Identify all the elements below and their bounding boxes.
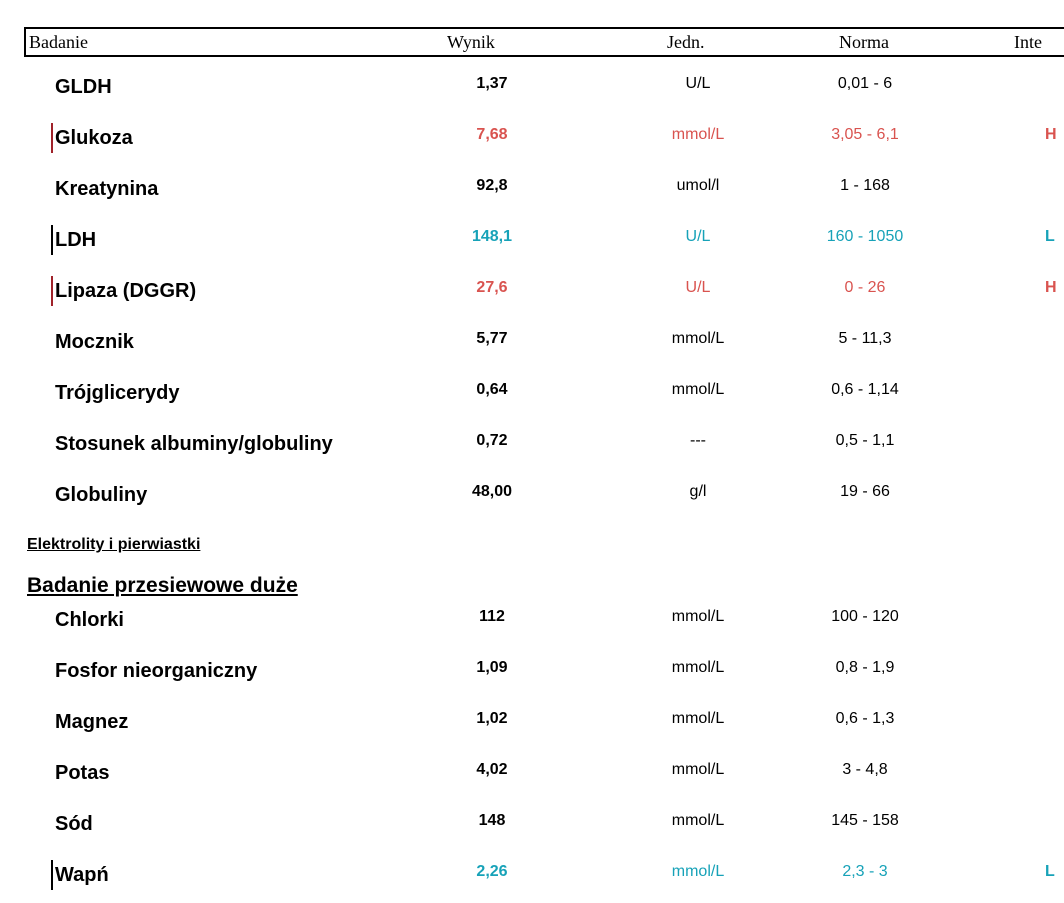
table-row (0, 483, 1055, 523)
test-name: Kreatynina (55, 178, 159, 200)
table-row (0, 381, 1055, 421)
row-marker (51, 276, 53, 306)
test-name: LDH (55, 229, 97, 251)
test-name: Trójglicerydy (55, 382, 180, 404)
table-row (0, 126, 1055, 166)
test-name: Magnez (55, 711, 129, 733)
interpretation-flag: H (1045, 126, 1057, 143)
reference-range: 3 - 4,8 (842, 761, 888, 778)
table-row (0, 432, 1055, 472)
table-row (0, 659, 1055, 699)
reference-range: 0,6 - 1,3 (835, 710, 895, 727)
table-row (0, 812, 1055, 852)
result-value: 0,72 (476, 432, 508, 449)
reference-range: 0,8 - 1,9 (835, 659, 895, 676)
result-value: 148 (478, 812, 506, 829)
reference-range: 0,01 - 6 (837, 75, 893, 92)
test-name: Chlorki (55, 609, 124, 631)
result-unit: U/L (685, 228, 711, 245)
result-value: 2,26 (476, 863, 508, 880)
result-value: 0,64 (476, 381, 508, 398)
result-unit: U/L (685, 75, 711, 92)
table-row (0, 608, 1055, 648)
test-name: Glukoza (55, 127, 133, 149)
reference-range: 100 - 120 (831, 608, 899, 625)
row-marker (51, 860, 53, 890)
header-wynik: Wynik (447, 32, 495, 52)
section-title: Badanie przesiewowe duże (27, 574, 298, 597)
result-value: 1,09 (476, 659, 508, 676)
interpretation-flag: L (1045, 863, 1055, 880)
result-unit: mmol/L (671, 812, 725, 829)
table-row (0, 710, 1055, 750)
result-unit: mmol/L (671, 761, 725, 778)
result-value: 27,6 (476, 279, 508, 296)
result-unit: U/L (685, 279, 711, 296)
result-value: 48,00 (471, 483, 513, 500)
reference-range: 3,05 - 6,1 (831, 126, 899, 143)
result-unit: umol/l (676, 177, 720, 194)
result-unit: --- (690, 432, 706, 449)
result-value: 1,02 (476, 710, 508, 727)
result-value: 5,77 (476, 330, 508, 347)
test-name: Mocznik (55, 331, 134, 353)
row-marker (51, 225, 53, 255)
table-row (0, 330, 1055, 370)
reference-range: 19 - 66 (840, 483, 890, 500)
reference-range: 160 - 1050 (826, 228, 904, 245)
result-unit: mmol/L (671, 863, 725, 880)
result-unit: mmol/L (671, 381, 725, 398)
interpretation-flag: L (1045, 228, 1055, 245)
reference-range: 145 - 158 (831, 812, 899, 829)
test-name: Stosunek albuminy/globuliny (55, 433, 333, 455)
result-unit: mmol/L (671, 126, 725, 143)
result-value: 7,68 (476, 126, 508, 143)
result-unit: mmol/L (671, 659, 725, 676)
table-row (0, 279, 1055, 319)
result-value: 1,37 (476, 75, 508, 92)
test-name: GLDH (55, 76, 112, 98)
header-jedn: Jedn. (667, 32, 705, 52)
row-marker (51, 123, 53, 153)
result-value: 92,8 (476, 177, 508, 194)
table-row (0, 228, 1055, 268)
test-name: Sód (55, 813, 93, 835)
table-row (0, 75, 1055, 115)
table-row (0, 177, 1055, 217)
test-name: Potas (55, 762, 110, 784)
result-value: 148,1 (471, 228, 513, 245)
result-value: 4,02 (476, 761, 508, 778)
test-name: Globuliny (55, 484, 148, 506)
result-unit: mmol/L (671, 710, 725, 727)
result-value: 112 (479, 608, 505, 625)
table-row (0, 761, 1055, 801)
header-interpretacja: Inte (1014, 32, 1042, 52)
header-norma: Norma (839, 32, 889, 52)
interpretation-flag: H (1045, 279, 1057, 296)
reference-range: 0,6 - 1,14 (831, 381, 899, 398)
header-badanie: Badanie (29, 32, 88, 52)
reference-range: 1 - 168 (840, 177, 890, 194)
test-name: Lipaza (DGGR) (55, 280, 197, 302)
section-subtitle: Elektrolity i pierwiastki (27, 536, 201, 553)
result-unit: mmol/L (671, 608, 725, 625)
table-row (0, 863, 1055, 903)
reference-range: 0,5 - 1,1 (835, 432, 895, 449)
result-unit: mmol/L (671, 330, 725, 347)
reference-range: 0 - 26 (844, 279, 886, 296)
test-name: Wapń (55, 864, 109, 886)
test-name: Fosfor nieorganiczny (55, 660, 258, 682)
reference-range: 5 - 11,3 (838, 330, 892, 347)
reference-range: 2,3 - 3 (842, 863, 888, 880)
results-table-header (24, 27, 1064, 57)
result-unit: g/l (689, 483, 707, 500)
